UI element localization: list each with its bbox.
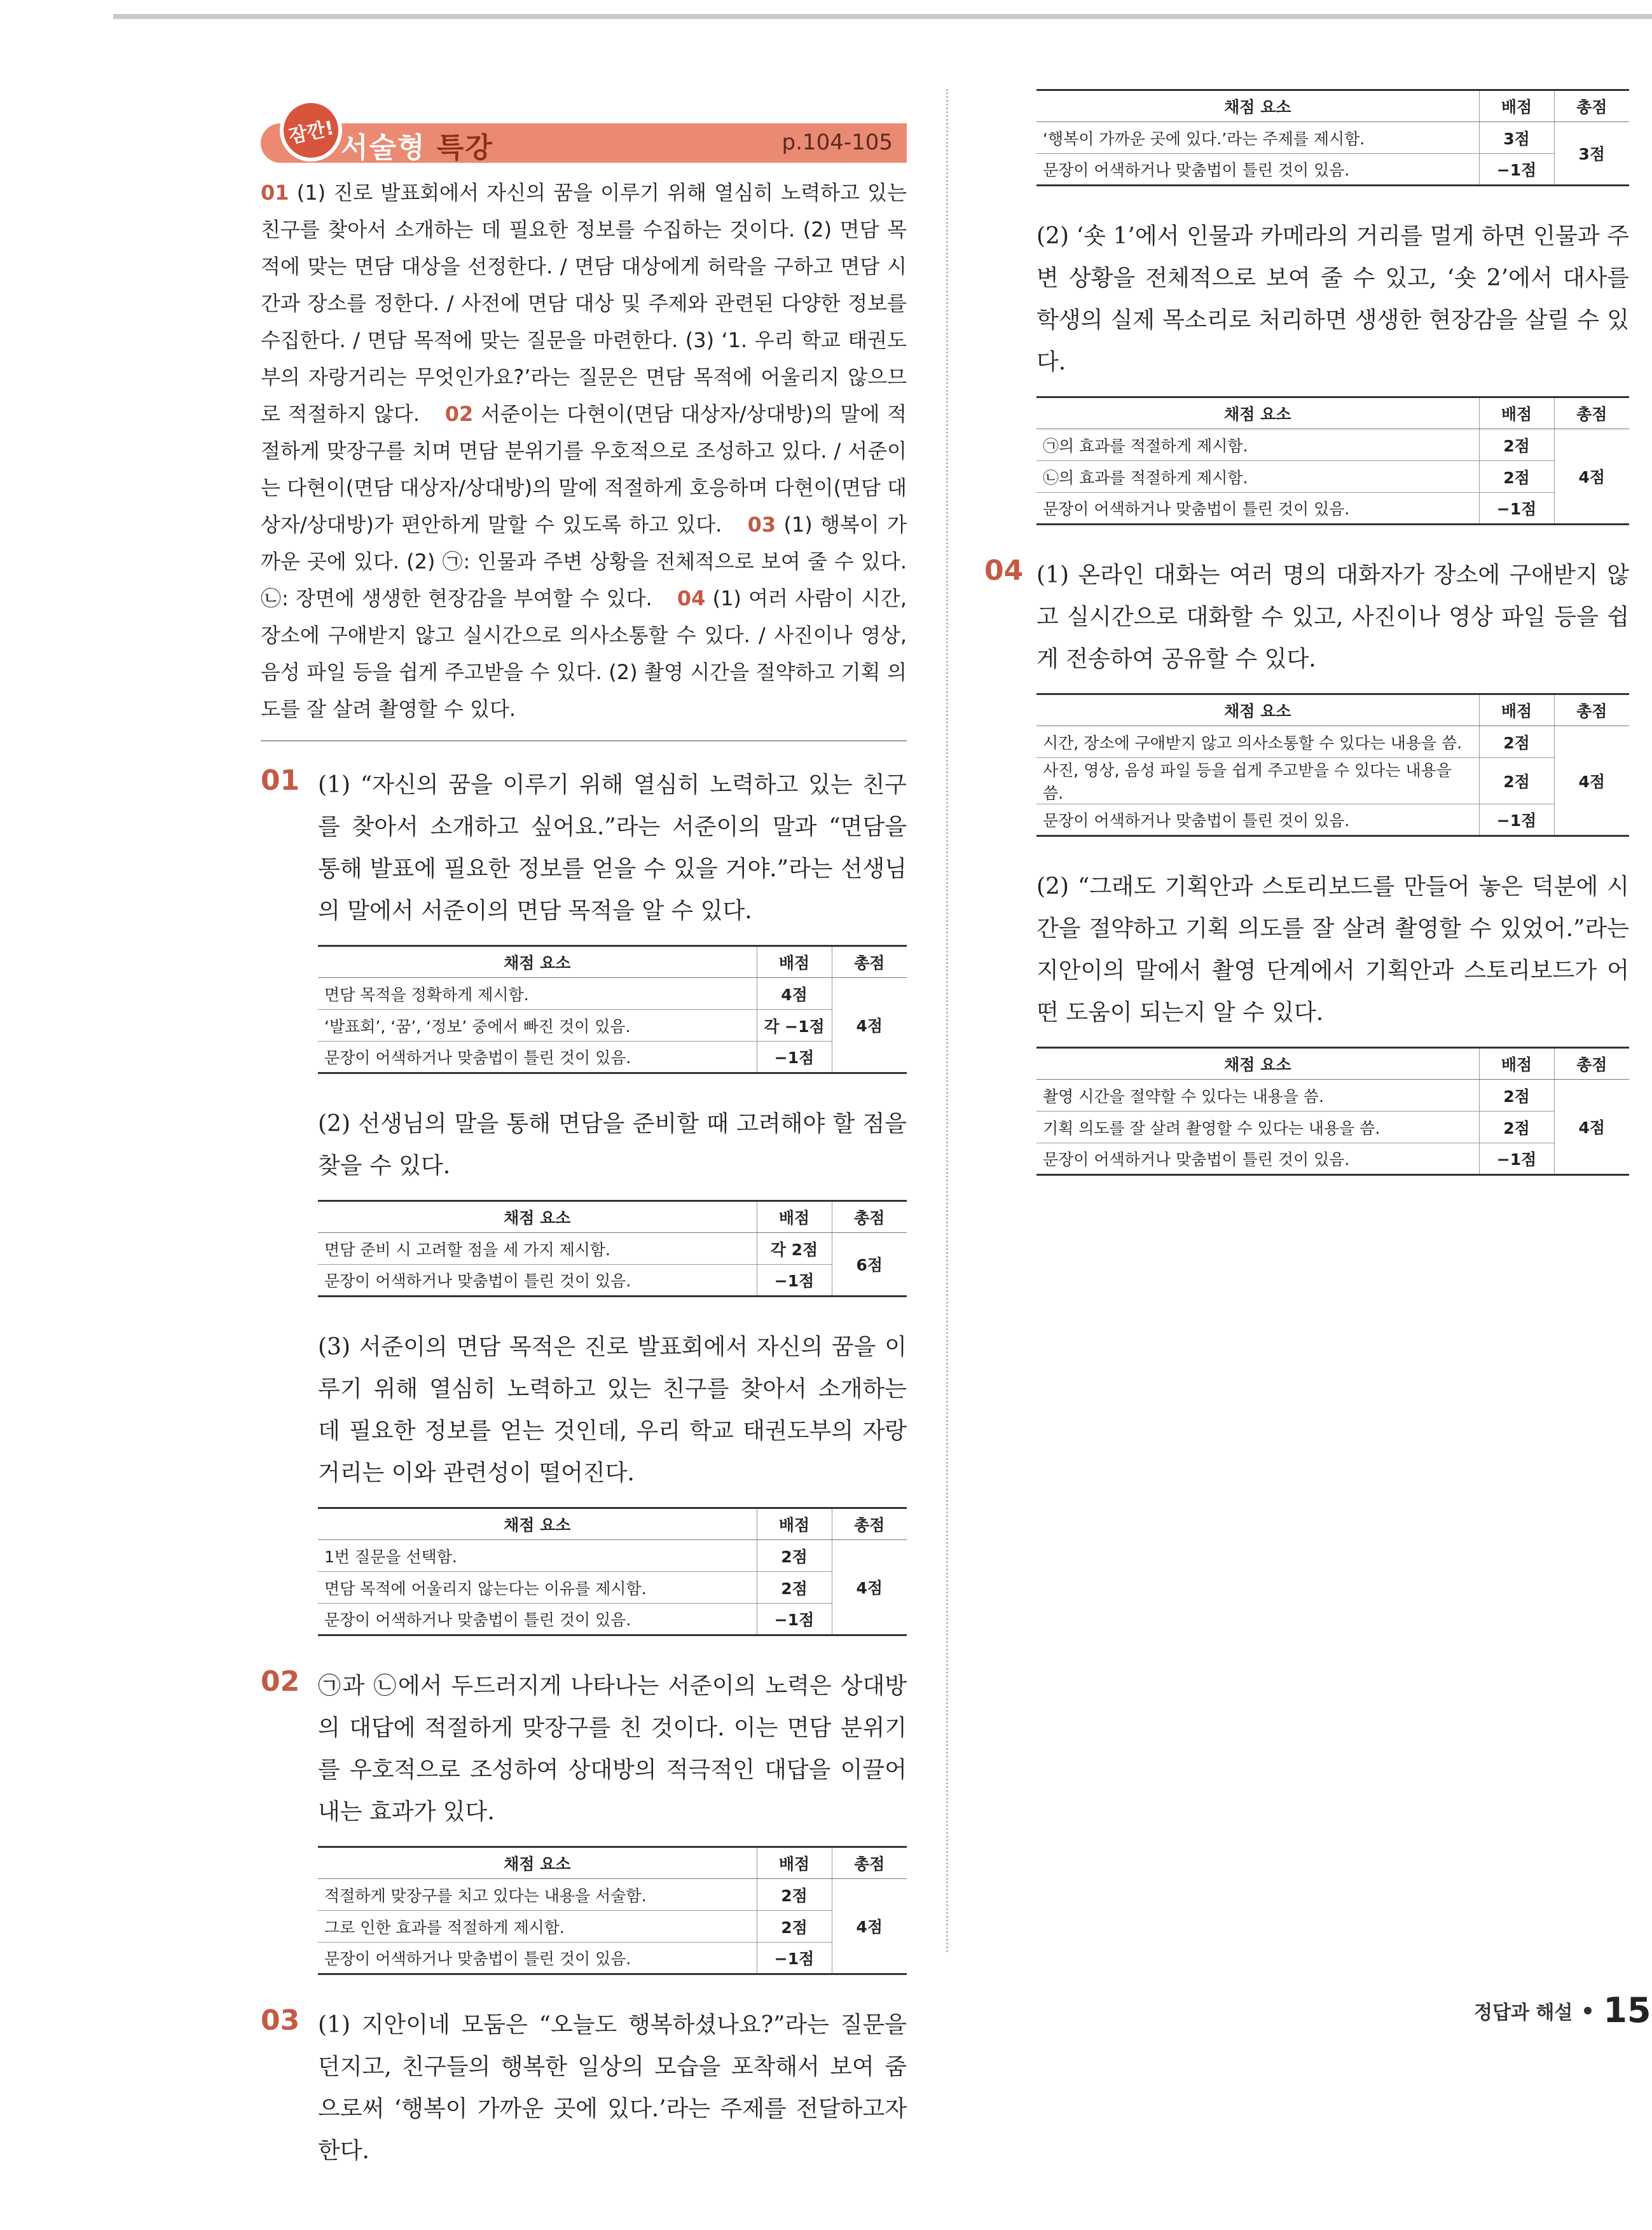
explanation-paragraph: (2) 선생님의 말을 통해 면담을 준비할 때 고려해야 할 점을 찾을 수 있다. bbox=[318, 1111, 907, 1179]
score-cell: 3점 bbox=[1479, 122, 1554, 154]
summary-text-02: 서준이는 다현이(면담 대상자/상대방)의 말에 적절하게 맞장구를 치며 면담 분위기를 우호적으로 조성하고 있다. / 서준이는 다현이(면담 대상자/상대방)의 말에 적절하게 호응하며 다현이(면담 대상자/상대방)가 편안하게 말할 수 있도록 하고 있다. bbox=[261, 402, 907, 537]
header-item: 채점 요소 bbox=[318, 1508, 757, 1540]
score-cell: 2점 bbox=[1479, 726, 1554, 758]
scoring-table bbox=[318, 1200, 907, 1297]
explanation-paragraph: ㉠과 ㉡에서 두드러지게 나타나는 서준이의 노력은 상대방의 대답에 적절하게 맞장구를 친 것이다. 이는 면담 분위기를 우호적으로 조성하여 상대방의 적극적인 대답을 이끌어 내는 효과가 있다. bbox=[318, 1673, 907, 1825]
question-04 bbox=[984, 554, 1629, 1176]
explanation-paragraph: (1) “자신의 꿈을 이루기 위해 열심히 노력하고 있는 친구를 찾아서 소개하고 싶어요.”라는 서준이의 말과 “면담을 통해 발표에 필요한 정보를 얻을 수 있을 거야.”라는 선생님의 말에서 서준이의 면담 목적을 알 수 있다. bbox=[318, 772, 907, 924]
question-02 bbox=[261, 1665, 907, 1975]
header-item: 채점 요소 bbox=[1036, 90, 1479, 122]
table-row bbox=[1036, 429, 1629, 461]
header-total: 총점 bbox=[832, 1847, 907, 1879]
criteria-cell: 문장이 어색하거나 맞춤법이 틀린 것이 있음. bbox=[318, 1042, 757, 1073]
header-item: 채점 요소 bbox=[318, 1201, 757, 1233]
header-score: 배점 bbox=[1479, 397, 1554, 429]
criteria-cell: 면담 목적을 정확하게 제시함. bbox=[318, 978, 757, 1010]
score-cell: 각 −1점 bbox=[757, 1010, 832, 1042]
footer-dot bbox=[1584, 2007, 1592, 2014]
table-row bbox=[1036, 1080, 1629, 1112]
summary-num-02: 02 bbox=[444, 402, 474, 426]
score-cell: 2점 bbox=[1479, 758, 1554, 804]
table-row bbox=[1036, 461, 1629, 493]
score-cell: −1점 bbox=[1479, 804, 1554, 836]
score-cell: −1점 bbox=[757, 1943, 832, 1974]
total-cell: 4점 bbox=[832, 978, 907, 1073]
question-01 bbox=[261, 764, 907, 1636]
score-cell: 2점 bbox=[1479, 1080, 1554, 1112]
total-cell: 4점 bbox=[1554, 1080, 1629, 1175]
table-row bbox=[318, 1265, 907, 1297]
header-score: 배점 bbox=[1479, 90, 1554, 122]
summary-text-01: (1) 진로 발표회에서 자신의 꿈을 이루기 위해 열심히 노력하고 있는 친구를 찾아서 소개하는 데 필요한 정보를 수집하는 것이다. (2) 면담 목적에 맞는 면담 대상을 선정한다. / 면담 대상에게 허락을 구하고 면담 시간과 장소를 정한다. / 사전에 면담 대상 및 주제와 관련된 다양한 정보를 수집한다. / 면담 목적에 맞는 질문을 마련한다. (3) ‘1. 우리 학교 태권도부의 자랑거리는 무엇인가요?’라는 질문은 면담 목적에 어울리지 않으므로 적절하지 않다. bbox=[261, 181, 907, 426]
left-column bbox=[261, 95, 907, 2191]
banner-title-a: 서술형 bbox=[341, 132, 426, 164]
score-cell: −1점 bbox=[757, 1604, 832, 1635]
header-total: 총점 bbox=[832, 946, 907, 978]
criteria-cell: 면담 목적에 어울리지 않는다는 이유를 제시함. bbox=[318, 1572, 757, 1604]
score-cell: 2점 bbox=[757, 1911, 832, 1943]
header-total: 총점 bbox=[832, 1201, 907, 1233]
criteria-cell: 사진, 영상, 음성 파일 등을 쉽게 주고받을 수 있다는 내용을 씀. bbox=[1036, 758, 1479, 804]
column-divider bbox=[946, 89, 948, 1952]
right-column bbox=[984, 89, 1629, 1205]
criteria-cell: 문장이 어색하거나 맞춤법이 틀린 것이 있음. bbox=[318, 1943, 757, 1974]
explanation-paragraph: (2) ‘숏 1’에서 인물과 카메라의 거리를 멀게 하면 인물과 주변 상황을 전체적으로 보여 줄 수 있고, ‘숏 2’에서 대사를 학생의 실제 목소리로 처리하면 생생한 현장감을 살릴 수 있다. bbox=[1036, 223, 1629, 375]
score-cell: −1점 bbox=[757, 1042, 832, 1073]
total-cell: 4점 bbox=[1554, 726, 1629, 836]
summary-num-03: 03 bbox=[747, 513, 776, 537]
score-cell: −1점 bbox=[757, 1265, 832, 1297]
banner-title bbox=[341, 125, 493, 165]
page-footer bbox=[1474, 1990, 1651, 2030]
summary-text-04: (1) 여러 사람이 시간, 장소에 구애받지 않고 실시간으로 의사소통할 수 있다. / 사진이나 영상, 음성 파일 등을 쉽게 주고받을 수 있다. (2) 촬영 시간을 절약하고 기획 의도를 잘 살려 촬영할 수 있다. bbox=[261, 586, 907, 721]
criteria-cell: ‘발표회’, ‘꿈’, ‘정보’ 중에서 빠진 것이 있음. bbox=[318, 1010, 757, 1042]
table-row bbox=[318, 1572, 907, 1604]
table-row bbox=[318, 1540, 907, 1572]
criteria-cell: 1번 질문을 선택함. bbox=[318, 1540, 757, 1572]
score-cell: 2점 bbox=[1479, 461, 1554, 493]
criteria-cell: 면담 준비 시 고려할 점을 세 가지 제시함. bbox=[318, 1233, 757, 1265]
header-score: 배점 bbox=[1479, 1048, 1554, 1080]
total-cell: 4점 bbox=[832, 1540, 907, 1635]
header-item: 채점 요소 bbox=[318, 1847, 757, 1879]
criteria-cell: 문장이 어색하거나 맞춤법이 틀린 것이 있음. bbox=[1036, 154, 1479, 186]
table-row bbox=[318, 1879, 907, 1911]
total-cell: 4점 bbox=[1554, 429, 1629, 525]
question-03-continued bbox=[984, 89, 1629, 525]
criteria-cell: 문장이 어색하거나 맞춤법이 틀린 것이 있음. bbox=[1036, 493, 1479, 525]
header-score: 배점 bbox=[757, 946, 832, 978]
explanation-paragraph: (1) 지안이네 모둠은 “오늘도 행복하셨나요?”라는 질문을 던지고, 친구들의 행복한 일상의 모습을 포착해서 보여 줌으로써 ‘행복이 가까운 곳에 있다.’라는 주제를 전달하고자 한다. bbox=[318, 2012, 907, 2164]
scoring-table bbox=[1036, 693, 1629, 837]
score-cell: 2점 bbox=[757, 1879, 832, 1911]
table-row bbox=[1036, 726, 1629, 758]
summary-num-01: 01 bbox=[261, 181, 289, 205]
footer-label: 정답과 해설 bbox=[1474, 2001, 1573, 2024]
criteria-cell: 기획 의도를 잘 살려 촬영할 수 있다는 내용을 씀. bbox=[1036, 1112, 1479, 1143]
header-total: 총점 bbox=[1554, 1048, 1629, 1080]
table-row bbox=[318, 1042, 907, 1073]
table-row bbox=[318, 1911, 907, 1943]
score-cell: 4점 bbox=[757, 978, 832, 1010]
criteria-cell: 촬영 시간을 절약할 수 있다는 내용을 씀. bbox=[1036, 1080, 1479, 1112]
summary-text-03: (1) 행복이 가까운 곳에 있다. (2) ㉠: 인물과 주변 상황을 전체적으로 보여 줄 수 있다. ㉡: 장면에 생생한 현장감을 부여할 수 있다. bbox=[261, 513, 907, 610]
total-cell: 4점 bbox=[832, 1879, 907, 1974]
criteria-cell: ㉠의 효과를 적절하게 제시함. bbox=[1036, 429, 1479, 461]
criteria-cell: 적절하게 맞장구를 치고 있다는 내용을 서술함. bbox=[318, 1879, 757, 1911]
table-row bbox=[1036, 122, 1629, 154]
scoring-table bbox=[318, 1507, 907, 1636]
table-row bbox=[1036, 154, 1629, 186]
question-number: 04 bbox=[984, 554, 1024, 587]
header-score: 배점 bbox=[757, 1847, 832, 1879]
table-row bbox=[318, 978, 907, 1010]
header-total: 총점 bbox=[1554, 90, 1629, 122]
banner-title-b: 특강 bbox=[436, 132, 493, 164]
summary-num-04: 04 bbox=[677, 586, 706, 610]
question-number: 03 bbox=[261, 2004, 300, 2037]
criteria-cell: ‘행복이 가까운 곳에 있다.’라는 주제를 제시함. bbox=[1036, 122, 1479, 154]
question-number: 02 bbox=[261, 1665, 300, 1698]
table-row bbox=[1036, 758, 1629, 804]
table-row bbox=[318, 1233, 907, 1265]
summary-separator bbox=[261, 740, 907, 741]
criteria-cell: 문장이 어색하거나 맞춤법이 틀린 것이 있음. bbox=[318, 1265, 757, 1297]
header-score: 배점 bbox=[1479, 694, 1554, 726]
table-row bbox=[1036, 493, 1629, 525]
answer-summary bbox=[261, 174, 907, 727]
banner-badge: 잠깐! bbox=[274, 93, 348, 167]
table-row bbox=[318, 1604, 907, 1635]
scoring-table bbox=[318, 1846, 907, 1975]
table-row bbox=[1036, 804, 1629, 836]
criteria-cell: 문장이 어색하거나 맞춤법이 틀린 것이 있음. bbox=[1036, 804, 1479, 836]
scoring-table bbox=[1036, 396, 1629, 525]
top-rule bbox=[113, 14, 1652, 19]
score-cell: 각 2점 bbox=[757, 1233, 832, 1265]
header-item: 채점 요소 bbox=[1036, 694, 1479, 726]
scoring-table bbox=[1036, 1047, 1629, 1176]
header-score: 배점 bbox=[757, 1201, 832, 1233]
total-cell: 3점 bbox=[1554, 122, 1629, 186]
table-row bbox=[1036, 1112, 1629, 1143]
criteria-cell: 그로 인한 효과를 적절하게 제시함. bbox=[318, 1911, 757, 1943]
explanation-paragraph: (1) 온라인 대화는 여러 명의 대화자가 장소에 구애받지 않고 실시간으로 대화할 수 있고, 사진이나 영상 파일 등을 쉽게 전송하여 공유할 수 있다. bbox=[1036, 562, 1629, 672]
score-cell: 2점 bbox=[1479, 1112, 1554, 1143]
table-row bbox=[318, 1943, 907, 1974]
header-total: 총점 bbox=[832, 1508, 907, 1540]
score-cell: 2점 bbox=[1479, 429, 1554, 461]
score-cell: −1점 bbox=[1479, 1143, 1554, 1175]
explanation-paragraph: (3) 서준이의 면담 목적은 진로 발표회에서 자신의 꿈을 이루기 위해 열심히 노력하고 있는 친구를 찾아서 소개하는 데 필요한 정보를 얻는 것인데, 우리 학교 태권도부의 자랑거리는 이와 관련성이 떨어진다. bbox=[318, 1334, 907, 1486]
header-item: 채점 요소 bbox=[1036, 1048, 1479, 1080]
score-cell: −1점 bbox=[1479, 154, 1554, 186]
scoring-table bbox=[1036, 89, 1629, 186]
header-total: 총점 bbox=[1554, 397, 1629, 429]
criteria-cell: ㉡의 효과를 적절하게 제시함. bbox=[1036, 461, 1479, 493]
criteria-cell: 문장이 어색하거나 맞춤법이 틀린 것이 있음. bbox=[318, 1604, 757, 1635]
header-score: 배점 bbox=[757, 1508, 832, 1540]
header-item: 채점 요소 bbox=[318, 946, 757, 978]
score-cell: 2점 bbox=[757, 1540, 832, 1572]
question-number: 01 bbox=[261, 764, 300, 797]
score-cell: −1점 bbox=[1479, 493, 1554, 525]
scoring-table bbox=[318, 945, 907, 1074]
section-banner bbox=[261, 109, 907, 163]
score-cell: 2점 bbox=[757, 1572, 832, 1604]
header-total: 총점 bbox=[1554, 694, 1629, 726]
banner-page-ref: p.104-105 bbox=[781, 130, 893, 155]
page-number: 15 bbox=[1603, 1990, 1651, 2030]
total-cell: 6점 bbox=[832, 1233, 907, 1297]
criteria-cell: 시간, 장소에 구애받지 않고 의사소통할 수 있다는 내용을 씀. bbox=[1036, 726, 1479, 758]
question-03 bbox=[261, 2004, 907, 2172]
explanation-paragraph: (2) “그래도 기획안과 스토리보드를 만들어 놓은 덕분에 시간을 절약하고 기획 의도를 잘 살려 촬영할 수 있었어.”라는 지안이의 말에서 촬영 단계에서 기획안과 스토리보드가 어떤 도움이 되는지 알 수 있다. bbox=[1036, 874, 1629, 1026]
header-item: 채점 요소 bbox=[1036, 397, 1479, 429]
table-row bbox=[318, 1010, 907, 1042]
criteria-cell: 문장이 어색하거나 맞춤법이 틀린 것이 있음. bbox=[1036, 1143, 1479, 1175]
table-row bbox=[1036, 1143, 1629, 1175]
